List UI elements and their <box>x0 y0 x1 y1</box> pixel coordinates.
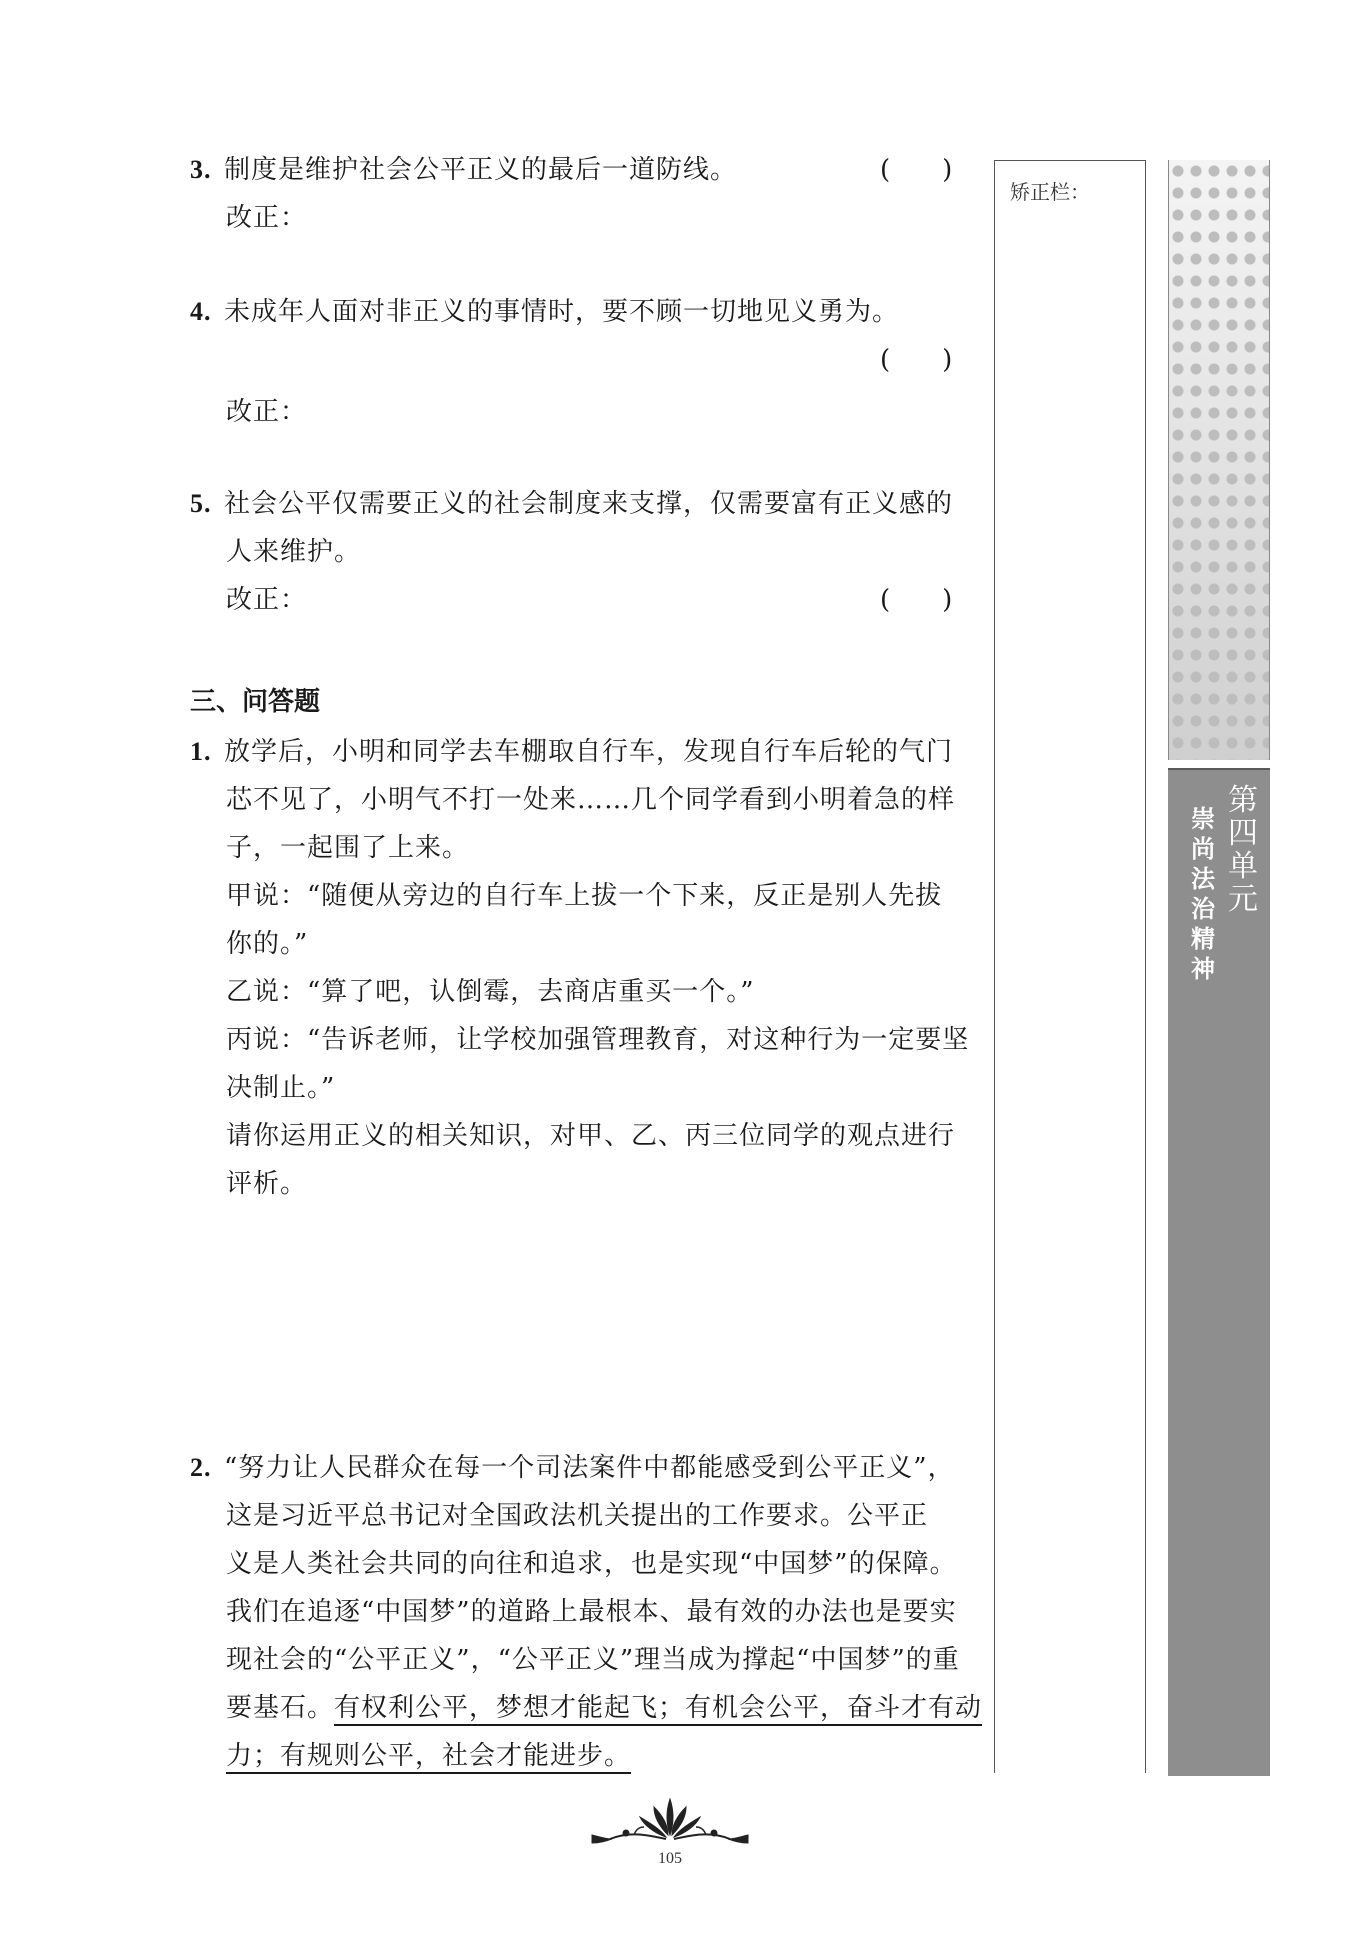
item-text: 社会公平仅需要正义的社会制度来支撑，仅需要富有正义感的 <box>224 489 954 519</box>
item-number: 4. <box>190 297 212 326</box>
correction-prompt: 改正： <box>226 203 308 233</box>
qa-text: 评析。 <box>226 1169 308 1199</box>
item-text: 未成年人面对非正义的事情时，要不顾一切地见义勇为。 <box>224 297 900 327</box>
qa-text: 我们在追逐“中国梦”的道路上最根本、最有效的办法也是要实 <box>226 1597 957 1627</box>
qa-2 <box>190 1448 980 1488</box>
qa-text-plain: 要基石。 <box>226 1693 335 1723</box>
item-4 <box>190 292 980 332</box>
section-title: 三、问答题 <box>190 687 321 717</box>
answer-parentheses[interactable]: ( ) <box>880 585 953 615</box>
item-3 <box>190 150 980 190</box>
side-tab-separator <box>1168 760 1270 768</box>
qa-text: 丙说：“告诉老师，让学校加强管理教育，对这种行为一定要坚 <box>226 1025 970 1055</box>
qa-text-underlined: 力；有规则公平，社会才能进步。 <box>226 1741 632 1771</box>
qa-text: “努力让人民群众在每一个司法案件中都能感受到公平正义”， <box>224 1453 955 1483</box>
correction-column-label: 矫正栏： <box>1010 180 1090 204</box>
correction-prompt: 改正： <box>226 397 308 427</box>
correction-column <box>994 160 1146 1773</box>
item-number: 5. <box>190 489 212 518</box>
qa-text: 你的。” <box>226 929 309 959</box>
item-5 <box>190 484 980 524</box>
page-number: 105 <box>658 1850 682 1867</box>
answer-parentheses[interactable]: ( ) <box>880 155 953 185</box>
item-number: 3. <box>190 155 212 184</box>
qa-text: 乙说：“算了吧，认倒霉，去商店重买一个。” <box>226 977 755 1007</box>
side-tab-pattern <box>1168 160 1270 760</box>
item-text-continued: 人来维护。 <box>226 537 362 567</box>
qa-text: 请你运用正义的相关知识，对甲、乙、丙三位同学的观点进行 <box>226 1121 956 1151</box>
qa-1 <box>190 732 980 772</box>
qa-text-line-6 <box>226 1688 983 1728</box>
unit-subtitle: 崇尚法治精神 <box>1191 805 1215 983</box>
item-text: 制度是维护社会公平正义的最后一道防线。 <box>224 155 738 185</box>
item-number: 1. <box>190 737 212 766</box>
qa-text: 决制止。” <box>226 1073 336 1103</box>
qa-text: 子，一起围了上来。 <box>226 833 470 863</box>
side-tab <box>1168 768 1270 1776</box>
qa-text: 义是人类社会共同的向往和追求，也是实现“中国梦”的保障。 <box>226 1549 957 1579</box>
qa-text: 芯不见了，小明气不打一处来……几个同学看到小明着急的样 <box>226 785 956 815</box>
qa-text-line-7 <box>226 1736 980 1776</box>
qa-text: 放学后，小明和同学去车棚取自行车，发现自行车后轮的气门 <box>224 737 954 767</box>
qa-text: 这是习近平总书记对全国政法机关提出的工作要求。公平正 <box>226 1501 929 1531</box>
qa-text: 现社会的“公平正义”，“公平正义”理当成为撑起“中国梦”的重 <box>226 1645 960 1675</box>
floral-ornament-icon <box>590 1795 750 1845</box>
unit-title: 第四单元 <box>1228 783 1258 917</box>
qa-text: 甲说：“随便从旁边的自行车上拔一个下来，反正是别人先拔 <box>226 881 943 911</box>
correction-prompt: 改正： <box>226 585 308 615</box>
answer-parentheses[interactable]: ( ) <box>880 345 953 375</box>
item-number: 2. <box>190 1453 212 1482</box>
qa-text-underlined: 有权利公平，梦想才能起飞；有机会公平，奋斗才有动 <box>334 1693 983 1723</box>
